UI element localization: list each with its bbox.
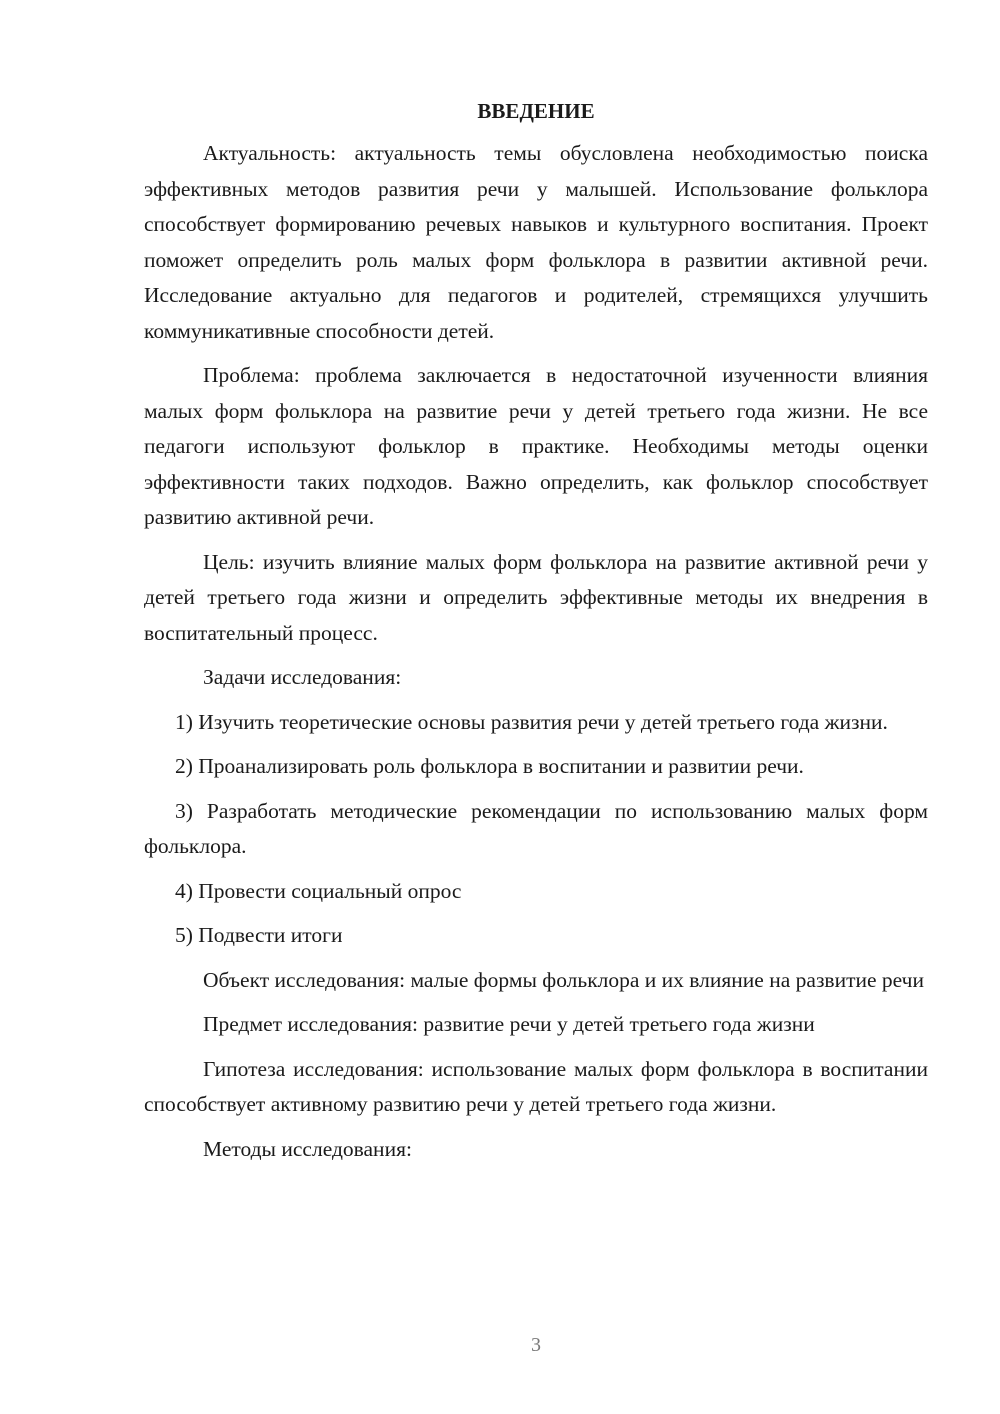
task-item-1: 1) Изучить теоретические основы развития речи у детей третьего года жизни.	[175, 709, 888, 734]
document-page	[144, 94, 928, 1176]
task-item-2: 2) Проанализировать роль фольклора в воспитании и развитии речи.	[175, 754, 804, 778]
paragraph-subject: Предмет исследования: развитие речи у детей третьего года жизни	[203, 1012, 815, 1036]
paragraph-goal: Цель: изучить влияние малых форм фольклора на развитие активной речи у детей третьего года жизни и определить эффективные методы их внедрения в воспитательный процесс.	[144, 549, 928, 645]
task-item-3: 3) Разработать методические рекомендации по использованию малых форм фольклора.	[144, 798, 928, 858]
task-item-5: 5) Подвести итоги	[175, 923, 343, 947]
task-item-4: 4) Провести социальный опрос	[175, 878, 462, 903]
methods-title: Методы исследования:	[203, 1136, 412, 1161]
tasks-title: Задачи исследования:	[203, 665, 402, 689]
paragraph-relevance: Актуальность: актуальность темы обусловлена необходимостью поиска эффективных методов развития речи у малышей. Использование фольклора способствует формированию речевых навыков и культурного воспитания. Проект поможет определить роль малых форм фольклора в развитии активной речи. Исследование актуально для педагогов и родителей, стремящихся улучшить коммуникативные способности детей.	[144, 141, 928, 343]
paragraph-object: Объект исследования: малые формы фольклора и их влияние на развитие речи	[203, 967, 924, 992]
paragraph-problem: Проблема: проблема заключается в недостаточной изученности влияния малых форм фольклора на развитие речи у детей третьего года жизни. Не все педагоги используют фольклор в практике. Необходимы методы оценки эффективности таких подходов. Важно определить, как фольклор способствует развитию активной речи.	[144, 363, 928, 529]
paragraph-hypothesis: Гипотеза исследования: использование малых форм фольклора в воспитании способствует активному развитию речи у детей третьего года жизни.	[144, 1056, 928, 1116]
page-number: 3	[531, 1334, 541, 1356]
section-heading: ВВЕДЕНИЕ	[477, 99, 595, 123]
